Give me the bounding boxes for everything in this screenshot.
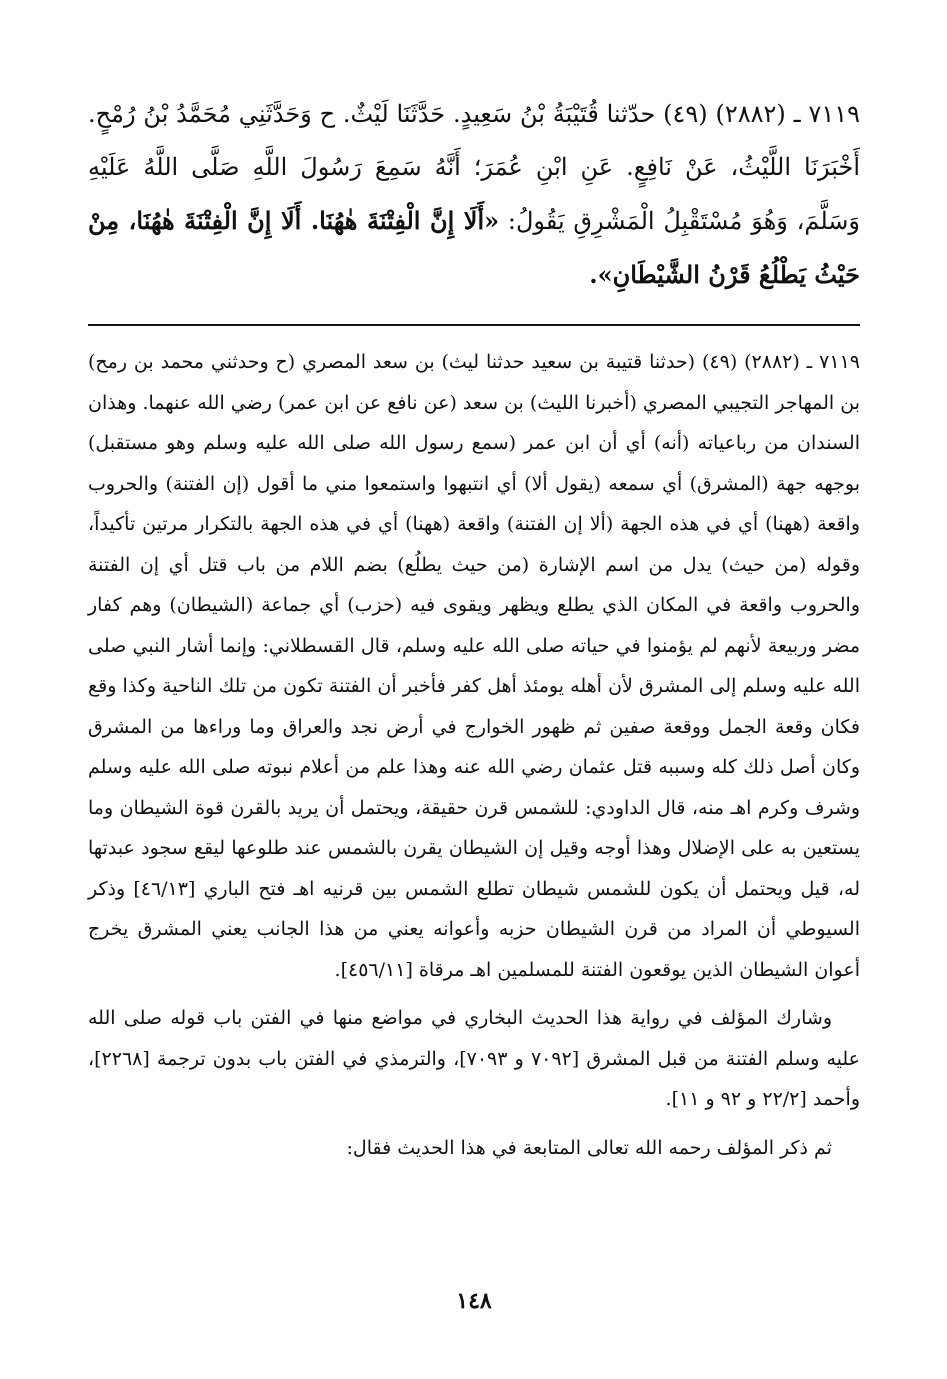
hadith-text: [88, 88, 860, 302]
commentary-paragraph: وشارك المؤلف في رواية هذا الحديث البخاري في مواضع منها في الفتن باب قوله صلى الله عليه وسلم الفتنة من قبل المشرق [٧٠٩٢ و ٧٠٩٣]، والترمذي في الفتن باب بدون ترجمة [٢٢٦٨]، وأحمد [٢٢/٢ و ٩٢ و ١١].: [88, 1007, 860, 1110]
commentary-paragraph: ٧١١٩ ـ (٢٨٨٢) (٤٩) (حدثنا قتيبة بن سعيد حدثنا ليث) بن سعد المصري (ح وحدثني محمد بن رمح) بن المهاجر التجيبي المصري (أخبرنا الليث) بن سعد (عن نافع عن ابن عمر) رضي الله عنهما. وهذان السندان من رباعياته (أنه) أي أن ابن عمر (سمع رسول الله صلى الله عليه وسلم وهو مستقبل) بوجهه جهة (المشرق) أي سمعه (يقول ألا) أي انتبهوا واستمعوا مني ما أقول (إن الفتنة) والحروب واقعة (ههنا) أي في هذه الجهة (ألا إن الفتنة) واقعة (ههنا) أي في هذه الجهة بالتكرار مرتين تأكيداً، وقوله (من حيث) يدل من اسم الإشارة (من حيث يطلُع) بضم اللام من باب قتل أي إن الفتنة والحروب واقعة في المكان الذي يطلع ويظهر ويقوى فيه (حزب) أي جماعة (الشيطان) وهم كفار مضر وربيعة لأنهم لم يؤمنوا في حياته صلى الله عليه وسلم، قال القسطلاني: وإنما أشار النبي صلى الله عليه وسلم إلى المشرق لأن أهله يومئذ أهل كفر فأخبر أن الفتنة تكون من تلك الناحية وكذا وقع فكان وقعة الجمل ووقعة صفين ثم ظهور الخوارج في أرض نجد والعراق وما وراءها من المشرق وكان أصل ذلك كله وسببه قتل عثمان رضي الله عنه وهذا علم من أعلام نبوته صلى الله عليه وسلم وشرف وكرم اهـ منه، قال الداودي: للشمس قرن حقيقة، ويحتمل أن يريد بالقرن قوة الشيطان وما يستعين به على الإضلال وهذا أوجه وقيل إن الشيطان يقرن بالشمس عند طلوعها ليقع سجود عبدتها له، قيل ويحتمل أن يكون للشمس شيطان تطلع الشمس بين قرنيه اهـ فتح الباري [٤٦/١٣] وذكر السيوطي أن المراد من قرن الشيطان حزبه وأعوانه يعني من هذا الجانب يعني المشرق يخرج أعوان الشيطان الذين يوقعون الفتنة للمسلمين اهـ مرقاة [٤٥٦/١١].: [88, 351, 860, 981]
hadith-number: ٧١١٩ ـ (٢٨٨٢) (٤٩): [663, 100, 860, 128]
book-page: [88, 88, 860, 1338]
page-number: ١٤٨: [456, 1288, 492, 1314]
separator-line: [88, 324, 860, 326]
hadith-isnad: حدّثنا قُتَيْبَةُ بْنُ سَعِيدٍ. حَدَّثَنَا لَيْثٌ. ح وَحَدَّثَنِي مُحَمَّدُ بْنُ رُمْحٍ. أَخْبَرَنَا اللَّيْثُ، عَنْ نَافِعٍ. عَنِ ابْنِ عُمَرَ؛ أَنَّهُ سَمِعَ رَسُولَ اللَّهِ صَلَّى اللَّهُ عَلَيْهِ وَسَلَّمَ، وَهُوَ مُسْتَقْبِلُ الْمَشْرِقِ يَقُولُ:: [88, 100, 860, 235]
commentary: [88, 342, 860, 1168]
hadith-matn: «أَلَا إِنَّ الْفِتْنَةَ هٰهُنَا. أَلَا إِنَّ الْفِتْنَةَ هٰهُنَا، مِنْ حَيْثُ يَطْلُعُ قَرْنُ الشَّيْطَانِ».: [88, 206, 860, 289]
commentary-paragraph: ثم ذكر المؤلف رحمه الله تعالى المتابعة في هذا الحديث فقال:: [346, 1136, 832, 1159]
